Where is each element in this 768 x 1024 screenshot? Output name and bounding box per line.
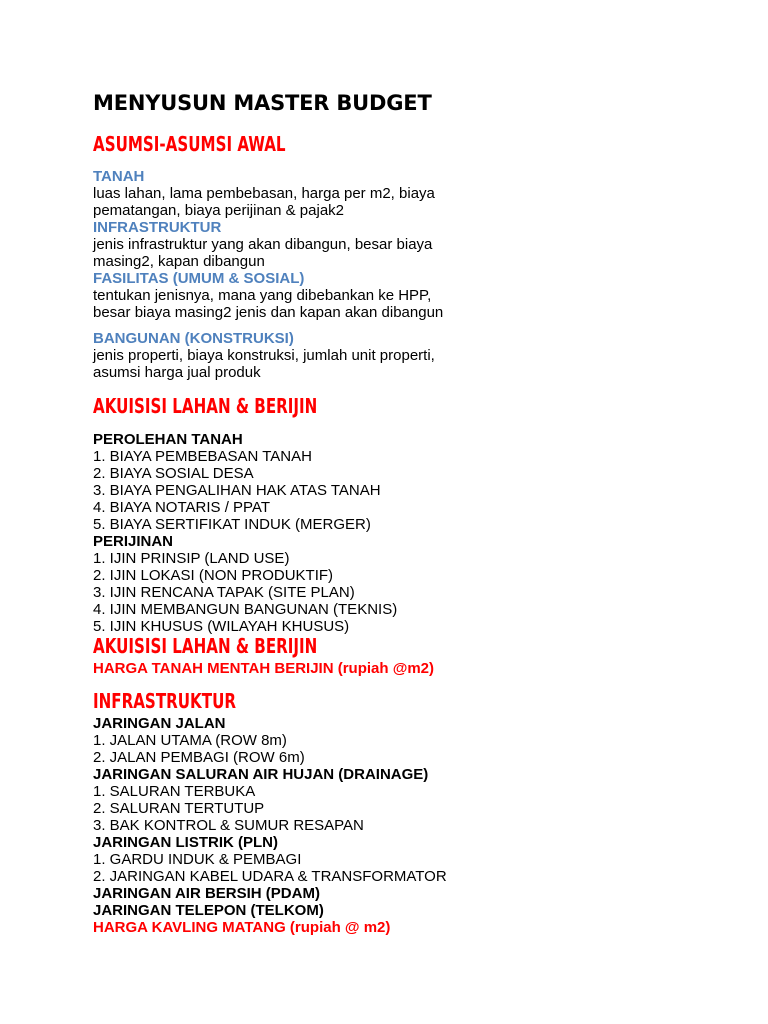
list-item: 1. GARDU INDUK & PEMBAGI [93,851,302,868]
section-heading-infrastruktur: INFRASTRUKTUR [93,689,236,713]
body-text: besar biaya masing2 jenis dan kapan akan dibangun [93,304,444,321]
list-item: 5. IJIN KHUSUS (WILAYAH KHUSUS) [93,618,350,635]
tanah-block [93,168,733,321]
list-item: 2. IJIN LOKASI (NON PRODUKTIF) [93,567,334,584]
harga-tanah-mentah: HARGA TANAH MENTAH BERIJIN (rupiah @m2) [93,660,435,677]
list-item: 5. BIAYA SERTIFIKAT INDUK (MERGER) [93,516,371,533]
section-heading-asumsi: ASUMSI-ASUMSI AWAL [93,132,286,156]
list-item: 4. BIAYA NOTARIS / PPAT [93,499,270,516]
subheading-air-bersih: JARINGAN AIR BERSIH (PDAM) [93,885,320,902]
subheading-perijinan: PERIJINAN [93,533,174,550]
akuisisi-block [93,431,733,635]
subheading-tanah: TANAH [93,168,145,185]
list-item: 1. IJIN PRINSIP (LAND USE) [93,550,290,567]
subheading-telepon: JARINGAN TELEPON (TELKOM) [93,902,324,919]
document-title: MENYUSUN MASTER BUDGET [93,91,432,115]
list-item: 3. BIAYA PENGALIHAN HAK ATAS TANAH [93,482,381,499]
body-text: pematangan, biaya perijinan & pajak2 [93,202,345,219]
subheading-infrastruktur: INFRASTRUKTUR [93,219,222,236]
list-item: 3. IJIN RENCANA TAPAK (SITE PLAN) [93,584,355,601]
list-item: 4. IJIN MEMBANGUN BANGUNAN (TEKNIS) [93,601,398,618]
list-item: 1. BIAYA PEMBEBASAN TANAH [93,448,312,465]
list-item: 2. JALAN PEMBAGI (ROW 6m) [93,749,305,766]
bangunan-block [93,330,733,381]
body-text: jenis infrastruktur yang akan dibangun, besar biaya [93,236,433,253]
subheading-listrik: JARINGAN LISTRIK (PLN) [93,834,278,851]
body-text: luas lahan, lama pembebasan, harga per m2, biaya [93,185,435,202]
infrastruktur-block [93,715,733,936]
subheading-fasilitas: FASILITAS (UMUM & SOSIAL) [93,270,305,287]
body-text: jenis properti, biaya konstruksi, jumlah unit properti, [93,347,435,364]
body-text: tentukan jenisnya, mana yang dibebankan ke HPP, [93,287,432,304]
subheading-perolehan-tanah: PEROLEHAN TANAH [93,431,243,448]
list-item: 1. JALAN UTAMA (ROW 8m) [93,732,287,749]
harga-kavling-matang: HARGA KAVLING MATANG (rupiah @ m2) [93,919,391,936]
harga-tanah-block [93,660,733,677]
subheading-drainage: JARINGAN SALURAN AIR HUJAN (DRAINAGE) [93,766,429,783]
subheading-bangunan: BANGUNAN (KONSTRUKSI) [93,330,294,347]
list-item: 2. BIAYA SOSIAL DESA [93,465,254,482]
body-text: masing2, kapan dibangun [93,253,265,270]
list-item: 2. SALURAN TERTUTUP [93,800,265,817]
list-item: 3. BAK KONTROL & SUMUR RESAPAN [93,817,364,834]
section-heading-akuisisi: AKUISISI LAHAN & BERIJIN [93,394,318,418]
subheading-jaringan-jalan: JARINGAN JALAN [93,715,226,732]
section-heading-akuisisi-2: AKUISISI LAHAN & BERIJIN [93,634,318,658]
body-text: asumsi harga jual produk [93,364,261,381]
list-item: 1. SALURAN TERBUKA [93,783,256,800]
list-item: 2. JARINGAN KABEL UDARA & TRANSFORMATOR [93,868,447,885]
